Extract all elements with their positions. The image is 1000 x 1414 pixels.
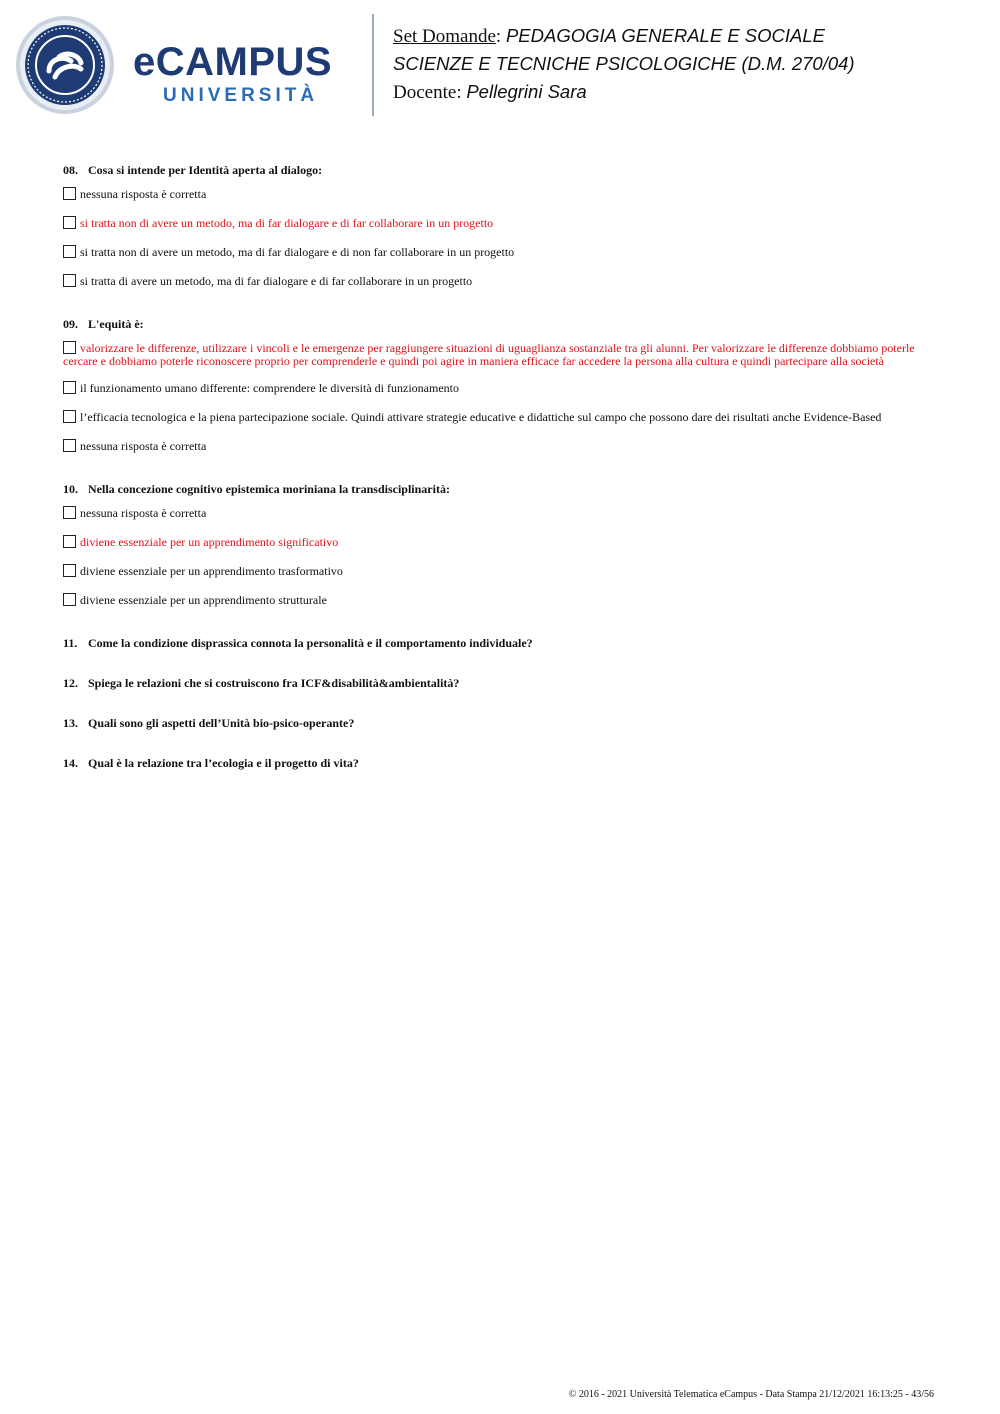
checkbox[interactable] — [63, 535, 76, 548]
answer-text: diviene essenziale per un apprendimento significativo — [80, 535, 339, 549]
question-text: Quali sono gli aspetti dell’Unità bio-psico-operante? — [88, 716, 355, 730]
checkbox[interactable] — [63, 593, 76, 606]
question-10 — [63, 481, 933, 609]
answer-text: si tratta non di avere un metodo, ma di far dialogare e di non far collaborare in un progetto — [80, 245, 515, 259]
question-number: 13. — [63, 716, 78, 730]
question-text: L'equità è: — [88, 317, 144, 331]
answer-option[interactable] — [63, 594, 933, 609]
question-number: 11. — [63, 636, 78, 650]
answer-option[interactable] — [63, 382, 933, 397]
question-title — [63, 316, 933, 332]
brand-subtitle: UNIVERSITÀ — [163, 85, 319, 106]
checkbox[interactable] — [63, 410, 76, 423]
question-text: Spiega le relazioni che si costruiscono fra ICF&disabilità&ambientalità? — [88, 676, 460, 690]
open-question-14 — [63, 755, 933, 771]
question-text: Nella concezione cognitivo epistemica moriniana la transdisciplinarità: — [88, 482, 450, 496]
questions-list — [63, 162, 933, 795]
open-question-12 — [63, 675, 933, 691]
page-header — [0, 0, 1000, 130]
question-09 — [63, 316, 933, 455]
checkbox[interactable] — [63, 439, 76, 452]
answer-text: il funzionamento umano differente: comprendere le diversità di funzionamento — [80, 381, 459, 395]
answer-option-correct[interactable] — [63, 342, 933, 368]
question-text: Qual è la relazione tra l’ecologia e il progetto di vita? — [88, 756, 359, 770]
university-seal-logo — [15, 15, 115, 115]
answer-text: l’efficacia tecnologica e la piena partecipazione sociale. Quindi attivare strategie educative e didattiche sul campo che possono dare dei risultati anche Evidence-Based — [80, 410, 882, 424]
brand-name: eCAMPUS — [133, 40, 333, 84]
answer-option[interactable] — [63, 565, 933, 580]
question-number: 09. — [63, 317, 78, 331]
answer-text: diviene essenziale per un apprendimento trasformativo — [80, 564, 343, 578]
checkbox[interactable] — [63, 274, 76, 287]
question-title — [63, 481, 933, 497]
question-text: Come la condizione disprassica connota la personalità e il comportamento individuale? — [88, 636, 533, 650]
teacher-colon: : — [456, 82, 462, 103]
answer-text: nessuna risposta è corretta — [80, 439, 207, 453]
answer-option-correct[interactable] — [63, 536, 933, 551]
question-title — [63, 162, 933, 178]
answer-text: si tratta non di avere un metodo, ma di far dialogare e di far collaborare in un progetto — [80, 216, 494, 230]
checkbox[interactable] — [63, 245, 76, 258]
answer-option[interactable] — [63, 188, 933, 203]
ecampus-wordmark — [133, 40, 358, 115]
checkbox[interactable] — [63, 381, 76, 394]
answer-option[interactable] — [63, 440, 933, 455]
teacher-name: Pellegrini Sara — [466, 81, 587, 102]
open-question-13 — [63, 715, 933, 731]
question-text: Cosa si intende per Identità aperta al dialogo: — [88, 163, 323, 177]
set-line — [393, 22, 993, 50]
set-colon: : — [495, 26, 502, 47]
checkbox[interactable] — [63, 506, 76, 519]
set-label: Set Domande — [393, 26, 496, 47]
course-line — [393, 50, 993, 78]
answer-option[interactable] — [63, 246, 933, 261]
question-number: 10. — [63, 482, 78, 496]
answer-option[interactable] — [63, 507, 933, 522]
checkbox[interactable] — [63, 564, 76, 577]
page-footer: © 2016 - 2021 Università Telematica eCampus - Data Stampa 21/12/2021 16:13:25 - 43/56 — [568, 1389, 934, 1400]
answer-option[interactable] — [63, 411, 933, 426]
course-name: SCIENZE E TECNICHE PSICOLOGICHE (D.M. 270/04) — [393, 53, 855, 74]
answer-text: si tratta di avere un metodo, ma di far dialogare e di far collaborare in un progetto — [80, 274, 473, 288]
answer-text: diviene essenziale per un apprendimento strutturale — [80, 593, 327, 607]
answer-text: nessuna risposta è corretta — [80, 506, 207, 520]
answer-option[interactable] — [63, 275, 933, 290]
question-number: 14. — [63, 756, 78, 770]
question-number: 12. — [63, 676, 78, 690]
answer-text: valorizzare le differenze, utilizzare i vincoli e le emergenze per raggiungere situazioni di uguaglianza sostanziale tra gli alunni. Per valorizzare le differenze dobbiamo poterle cercare e dobbiamo poterle riconoscere proprio per comprenderle e quindi poi agire in maniera efficace far accedere la persona alla cultura e quindi partecipare alla società — [63, 341, 915, 368]
teacher-label: Docente — [393, 82, 457, 103]
header-info — [393, 22, 993, 106]
answer-text: nessuna risposta è corretta — [80, 187, 207, 201]
checkbox[interactable] — [63, 216, 76, 229]
header-divider — [372, 14, 374, 116]
set-value: PEDAGOGIA GENERALE E SOCIALE — [505, 25, 825, 46]
checkbox[interactable] — [63, 187, 76, 200]
teacher-line — [393, 78, 993, 106]
question-08 — [63, 162, 933, 290]
question-number: 08. — [63, 163, 78, 177]
open-question-11 — [63, 635, 933, 651]
checkbox[interactable] — [63, 341, 76, 354]
answer-option-correct[interactable] — [63, 217, 933, 232]
